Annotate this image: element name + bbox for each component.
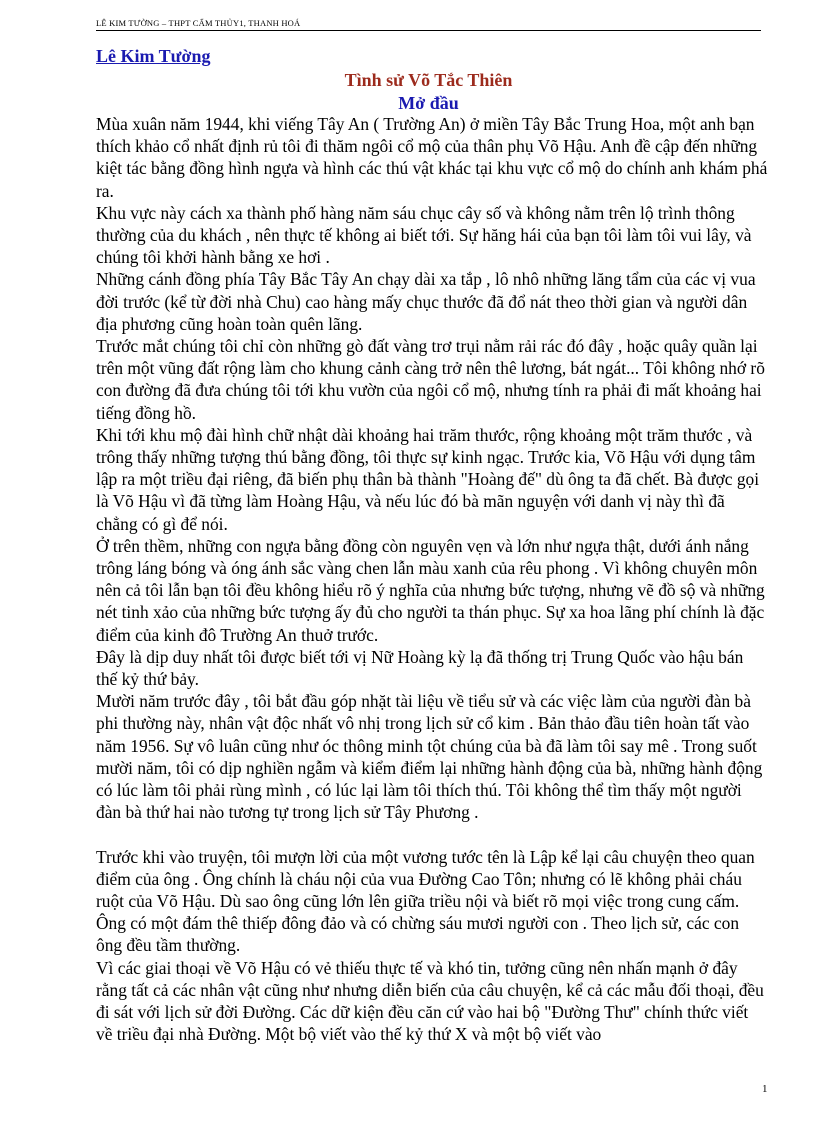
section-heading: Mở đầu bbox=[398, 93, 459, 113]
author-name: Lê Kim Tường bbox=[96, 46, 211, 66]
paragraph: Trước khi vào truyện, tôi mượn lời của một vương tước tên là Lập kể lại câu chuyện theo quan điểm của ông . Ông chính là cháu nội của vua Đường Cao Tôn; nhưng có lẽ không phải cháu ruột của Võ Hậu. Dù sao ông cũng lớn lên giữa triều nội và biết rõ mọi việc trong cung cấm. Ông có một đám thê thiếp đông đảo và có chừng sáu mươi người con . Theo lịch sử, các con ông đều tầm thường. bbox=[96, 846, 755, 956]
paragraph: Những cánh đồng phía Tây Bắc Tây An chạy dài xa tắp , lô nhô những lăng tẩm của các vị vua đời trước (kể từ đời nhà Chu) cao hàng mấy chục thước đã đổ nát theo thời gian và người dân địa phương cũng hoàn toàn quên lãng. bbox=[96, 269, 756, 334]
paragraph: Đây là dịp duy nhất tôi được biết tới vị Nữ Hoàng kỳ lạ đã thống trị Trung Quốc vào hậu bán thế kỷ thứ bảy. bbox=[96, 646, 744, 690]
paragraph: Ở trên thềm, những con ngựa bằng đồng còn nguyên vẹn và lớn như ngựa thật, dưới ánh nắng trông láng bóng và óng ánh sắc vàng chen lẫn màu xanh của rêu phong . Vì không chuyên môn nên cả tôi lẫn bạn tôi đều không hiểu rõ ý nghĩa của nhưng bức tượng, nhưng vẽ đồ sộ và những nét tinh xảo của những bức tượng ấy đủ cho người ta thán phục. Sự xa hoa lãng phí chính là đặc điểm của kinh đô Trường An thuở trước. bbox=[96, 535, 765, 645]
paragraph: Vì các giai thoại về Võ Hậu có vẻ thiếu thực tế và khó tin, tưởng cũng nên nhấn mạnh ở đây rằng tất cả các nhân vật cũng như nhưng diễn biến của câu chuyện, kể cả các mẫu đối thoại, đều đi sát với lịch sử đời Đường. Các dữ kiện đều căn cứ vào hai bộ "Đường Thư" chính thức viết về triều đại nhà Đường. Một bộ viết vào thế kỷ thứ X và một bộ viết vào bbox=[96, 957, 764, 1045]
body-text bbox=[96, 113, 768, 1045]
paragraph: Khu vực này cách xa thành phố hàng năm sáu chục cây số và không nằm trên lộ trình thông thường của du khách , nên thực tế không ai biết tới. Sự hăng hái của bạn tôi làm tôi vui lây, và chúng tôi khởi hành bằng xe hơi . bbox=[96, 202, 752, 268]
paragraph: Mười năm trước đây , tôi bắt đầu góp nhặt tài liệu về tiểu sử và các việc làm của người đàn bà phi thường này, nhân vật độc nhất vô nhị trong lịch sử cổ kim . Bản thảo đầu tiên hoàn tất vào năm 1956. Sự vô luân cũng như óc thông minh tột chúng của bà đã làm tôi say mê . Trong suốt mười năm, tôi có dịp nghiền ngẫm và kiểm điểm lại những hành động của bà, những hành động có lúc làm tôi phải rùng mình , có lúc lại làm tôi thích thú. Tôi không thể tìm thấy một người đàn bà thứ hai nào tương tự trong lịch sử Tây Phương . bbox=[96, 691, 763, 823]
page-number: 1 bbox=[762, 1083, 768, 1095]
document-title: Tình sử Võ Tắc Thiên bbox=[344, 70, 513, 90]
paragraph: Trước mắt chúng tôi chỉ còn những gò đất vàng trơ trụi nằm rải rác đó đây , hoặc quây quần lại trên một vũng đất rộng làm cho khung cảnh càng trở nên thê lương, bát ngát... Tôi không nhớ rõ con đường đã đưa chúng tôi tới khu vườn của ngôi cổ mộ, nhưng tính ra phải đi mất khoảng hai tiếng đồng hồ. bbox=[96, 336, 765, 423]
paragraph: Khi tới khu mộ đài hình chữ nhật dài khoảng hai trăm thước, rộng khoảng một trăm thước , và trông thấy những tượng thú bằng đồng, tôi thực sự kinh ngạc. Trước kia, Võ Hậu với dụng tâm lập ra một triều đại riêng, đã biến phụ thân bà thành "Hoàng đế" dù ông ta đã chết. Bà được gọi là Võ Hậu vì đã từng làm Hoàng Hậu, và nếu lúc đó bà mãn nguyện với danh vị này thì đã chẳng có gì để nói. bbox=[96, 424, 760, 534]
running-header: LÊ KIM TƯỜNG – THPT CẨM THỦY1, THANH HOÁ bbox=[96, 18, 761, 31]
paragraph: Mùa xuân năm 1944, khi viếng Tây An ( Trường An) ở miền Tây Bắc Trung Hoa, một anh bạn thích khảo cổ nhất định rủ tôi đi thăm ngôi cổ mộ của thân phụ Võ Hậu. Anh đề cập đến những kiệt tác bằng đồng hình ngựa và hình các thú vật khác tại khu vực cổ mộ do chính anh khám phá ra. bbox=[96, 114, 768, 201]
